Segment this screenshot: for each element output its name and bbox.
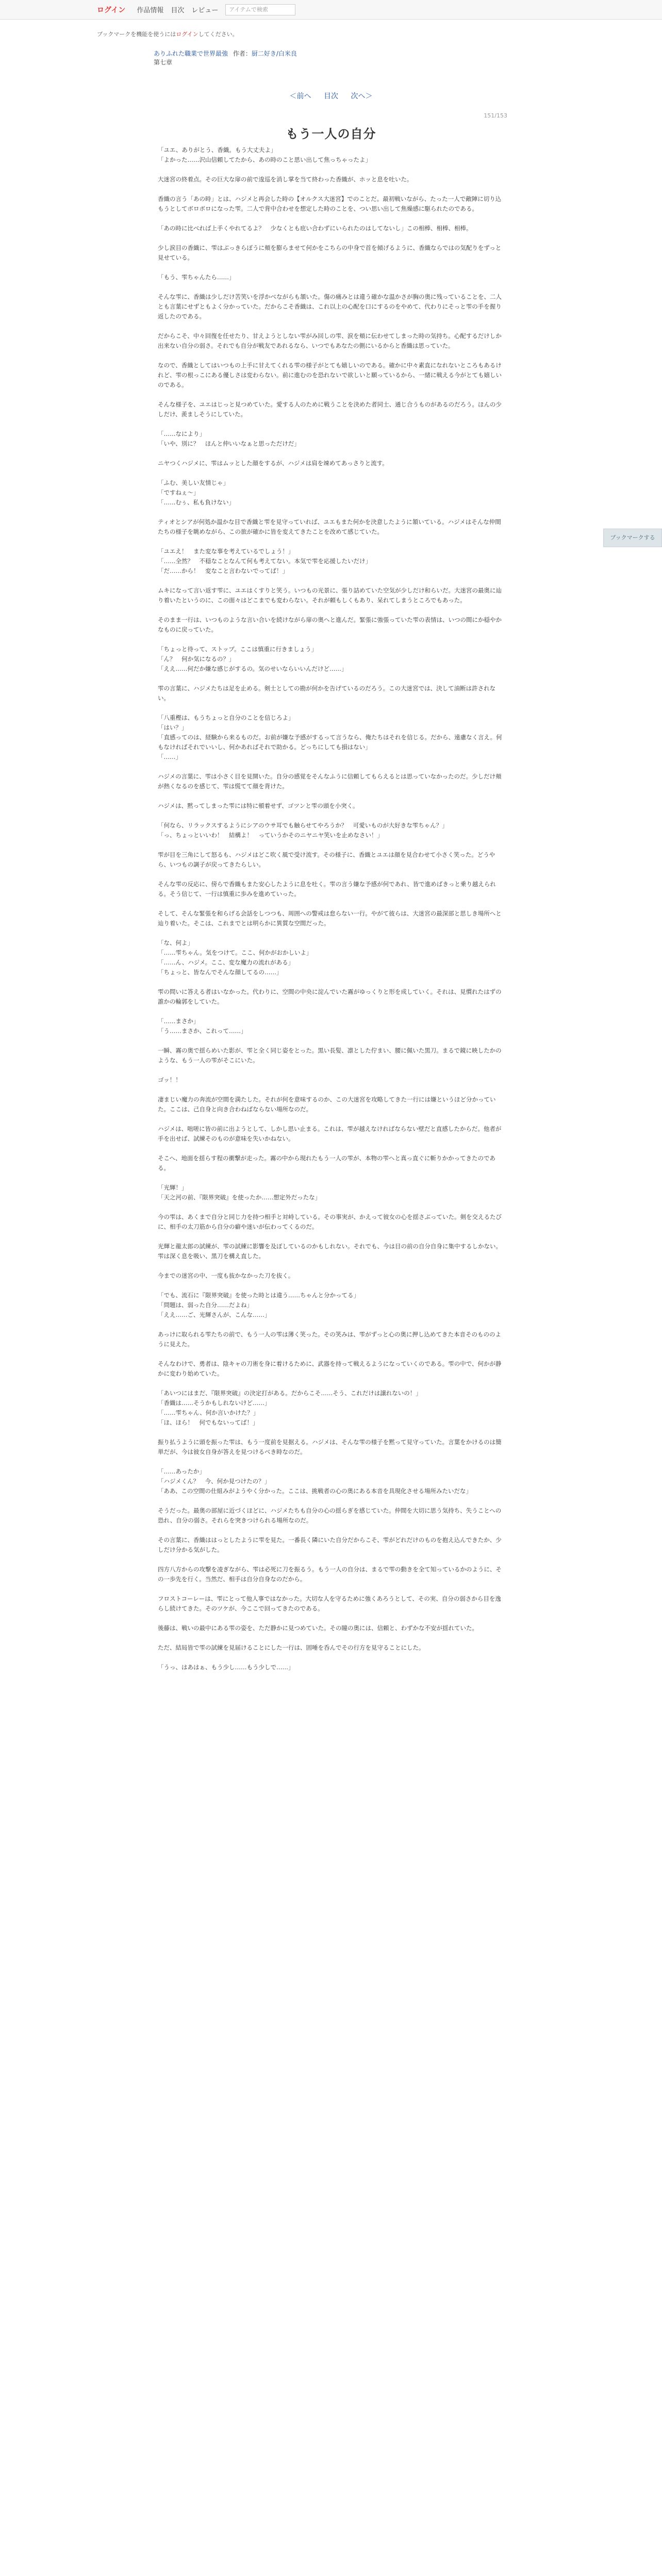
novel-paragraph: 「ん？ 何か気になるの？」	[158, 655, 235, 663]
novel-paragraph: そんな様子を、ユエはじっと見つめていた。愛する人のために戦うことを決めた者同士、通じ合うものがあるのだろう。ほんの少しだけ、羨ましそうにしていた。	[158, 401, 502, 418]
blank-line	[158, 1007, 506, 1016]
novel-paragraph: 「……まさか」	[158, 1018, 200, 1025]
page-counter: 151/153	[484, 112, 507, 119]
novel-paragraph: 「ああ、この空間の仕組みがようやく分かった。ここは、挑戦者の心の奥にある本音を具現化させる場所みたいだな」	[158, 1487, 472, 1495]
novel-paragraph: 「もう、雫ちゃんたら……」	[158, 274, 235, 281]
series-info	[154, 49, 297, 67]
blank-line	[158, 1496, 506, 1506]
novel-paragraph: 「八重樫は、もうちょっと自分のことを信じろよ」	[158, 714, 294, 721]
blank-line	[158, 184, 506, 194]
novel-paragraph: ハジメは、咄嗟に皆の前に出ようとして、しかし思い止まる。これは、雫が越えなければならない壁だと直感したからだ。他者が手を出せば、試練そのものが意味を失いかねない。	[158, 1125, 502, 1142]
novel-paragraph: 「っ、ちょっといいわ！ 結構よ！ っていうかそのニヤニヤ笑いを止めなさい！」	[158, 832, 383, 839]
novel-paragraph: そこへ、地面を揺らす程の衝撃が走った。霧の中から現れたもう一人の雫が、本物の雫へと真っ直ぐに斬りかかってきたのである。	[158, 1155, 496, 1172]
novel-paragraph: 大迷宮の終着点。その巨大な扉の前で逡巡を消し掌を当て終わった香織が、ホッと息を吐いた。	[158, 176, 413, 183]
blank-line	[158, 419, 506, 429]
blank-line	[158, 1555, 506, 1565]
blank-line	[158, 1281, 506, 1291]
novel-paragraph: 「ふむ、美しい友情じゃ」	[158, 479, 229, 486]
novel-paragraph: 「……ん、ハジメ。ここ、変な魔力の流れがある」	[158, 959, 294, 966]
blank-line	[158, 899, 506, 909]
blank-line	[158, 1320, 506, 1330]
novel-paragraph: 「光輝！」	[158, 1184, 188, 1191]
blank-line	[158, 576, 506, 586]
blank-line	[158, 840, 506, 850]
login-link[interactable]: ログイン	[97, 6, 126, 14]
novel-paragraph: 「よかった……沢山信頼してたから、あの時のこと思い出して焦っちゃったよ」	[158, 156, 371, 163]
bookmark-button[interactable]: ブックマークする	[603, 529, 662, 547]
blank-line	[158, 321, 506, 331]
bookmark-notice	[97, 30, 238, 38]
blank-line	[158, 791, 506, 801]
blank-line	[158, 1232, 506, 1242]
blank-line	[158, 233, 506, 243]
novel-paragraph: 「香織は……そうかもしれないけど……」	[158, 1399, 271, 1406]
novel-paragraph: あっけに取られる雫たちの前で、もう一人の雫は薄く笑った。その笑みは、雫がずっと心の奥に押し込めてきた本音そのもののように見えた。	[158, 1331, 501, 1348]
novel-paragraph: 「直感ってのは、経験から来るものだ。お前が嫌な予感がするって言うなら、俺たちはそれを信じる。だから、遠慮なく言え。何もなければそれでいいし、何かあればそれで助かる。どっちにしても損はない」	[158, 734, 502, 751]
novel-body	[158, 145, 506, 2576]
novel-paragraph: 少し涙目の香織に、雫はぶっきらぼうに頬を膨らませて何かをこちらの中身で首を傾げるように、香織ならではの気配りをずっと見せている。	[158, 244, 502, 261]
blank-line	[158, 351, 506, 361]
novel-paragraph: ムキになって言い返す雫に、ユエはくすりと笑う。いつもの光景に、張り詰めていた空気が少しだけ和らいだ。大迷宮の最奥に辿り着いたというのに、この面々はどこまでも変わらない。それが頼もしくもあり、呆れてしまうところでもあった。	[158, 587, 502, 604]
blank-line	[158, 1173, 506, 1183]
next-link[interactable]: 次へ＞	[351, 92, 373, 100]
novel-paragraph: そんな雫に、香織は少しだけ苦笑いを浮かべながらも頷いた。傷の痛みとは違う確かな温かさが胸の奥に残っていることを、二人とも言葉にせずともよく分かっていた。だからこそ香織は、これ以上の心配を口にするのをやめて、代わりにそっと雫の手を握り返したのである。	[158, 293, 502, 320]
blank-line	[158, 1085, 506, 1095]
blank-line	[158, 537, 506, 547]
novel-paragraph: 四方八方からの攻撃を凌ぎながら、雫は必死に刀を振るう。もう一人の自分は、まるで雫の動きを全て知っているかのように、その一歩先を行く。当然だ、相手は自分自身なのだから。	[158, 1566, 502, 1583]
novel-paragraph: 「はい？」	[158, 724, 188, 731]
novel-paragraph: 「……むぅ、私も負けない」	[158, 499, 235, 506]
blank-line	[158, 1202, 506, 1212]
blank-line	[158, 1526, 506, 1535]
blank-line	[158, 449, 506, 459]
novel-paragraph: 「……なにより」	[158, 430, 205, 437]
search-input[interactable]: アイテムで検索	[225, 4, 295, 15]
chapter-title: もう一人の自分	[286, 127, 376, 141]
blank-line	[158, 1633, 506, 1643]
prev-link[interactable]: ＜前へ	[289, 92, 311, 100]
blank-line	[158, 468, 506, 478]
novel-paragraph: 「ユエ、ありがとう、香織。もう大丈夫よ」	[158, 146, 277, 154]
nav-item-info[interactable]: 作品情報	[137, 7, 164, 14]
blank-line	[158, 1065, 506, 1075]
blank-line	[158, 1036, 506, 1046]
novel-paragraph: 「……あったか」	[158, 1468, 205, 1475]
novel-paragraph: ニヤつくハジメに、雫はムッとした顔をするが、ハジメは肩を竦めてあっさりと流す。	[158, 460, 388, 467]
blank-line	[158, 811, 506, 821]
novel-paragraph: 「あの時に比べれば上手くやれてるよ？ 少なくとも庇い合わずにいられたのはしてないし」この相棒、相棒、相棒。	[158, 225, 472, 232]
notice-text-after: してください。	[198, 31, 238, 38]
novel-paragraph: 「ちょっと待って、ストップ。ここは慎重に行きましょう」	[158, 646, 318, 653]
blank-line	[158, 1428, 506, 1437]
novel-paragraph: 「う……まさか、これって……」	[158, 1027, 247, 1035]
novel-paragraph: 今までの迷宮の中、一度も抜かなかった刀を抜く。	[158, 1272, 294, 1279]
novel-paragraph: ゴッ！！	[158, 1076, 181, 1083]
blank-line	[158, 928, 506, 938]
novel-paragraph: なので、香織としてはいつもの上手に甘えてくれる雫の様子がとても嬉しいのである。確かに中々素直になれないところもあるけれど、雫の根っこにある優しさは変わらない。前に進むのを恐れないで欲しいと願っているから、一緒に戦える今がとても嬉しいのである。	[158, 362, 502, 388]
novel-paragraph: 「……全然？ 不穏なことなんて何も考えてない。本気で雫を応援したいだけ」	[158, 557, 371, 565]
nav-item-review[interactable]: レビュー	[191, 7, 219, 14]
novel-paragraph: フロストコーレーは、雫にとって他人事ではなかった。大切な人を守るために強くあろうとして、その実、自分の弱さから目を逸らし続けてきた。そのツケが、今ここで回ってきたのである。	[158, 1595, 501, 1612]
chapter-label: 第七章	[154, 59, 173, 66]
novel-paragraph: 「問題は、弱った自分……だよね」	[158, 1301, 253, 1309]
novel-paragraph: 「あいつにはまだ、『限界突破』の決定打がある。だからこそ……そう、これだけは譲れないの！」	[158, 1389, 422, 1397]
blank-line	[158, 1614, 506, 1623]
blank-line	[158, 1584, 506, 1594]
novel-paragraph: 「だ……から！ 変なこと言わないでってば！」	[158, 567, 288, 574]
blank-line	[158, 1261, 506, 1271]
novel-paragraph: 「ですねぇ～」	[158, 489, 200, 496]
blank-line	[158, 1379, 506, 1388]
novel-paragraph: そんなわけで、勇者は、陰キャの刀術を身に着けるために、武器を持って戦えるようになっていくのである。雫の中で、何かが静かに変わり始めていた。	[158, 1360, 502, 1377]
novel-paragraph: 「ハジメくん？ 今、何か見つけたの？」	[158, 1478, 271, 1485]
blank-line	[158, 703, 506, 713]
blank-line	[158, 674, 506, 684]
novel-paragraph: 「な、何よ」	[158, 939, 193, 946]
novel-paragraph: 凄まじい魔力の奔流が空間を満たした。それが何を意味するのか、この大迷宮を攻略してきた一行には嫌というほど分かっていた。ここは、己自身と向き合わねばならない場所なのだ。	[158, 1096, 496, 1113]
novel-paragraph: 「ユエえ！ また変な事を考えているでしょう！」	[158, 548, 294, 555]
novel-paragraph: その言葉に、香織ははっとしたように雫を見た。一番長く隣にいた自分だからこそ、雫がどれだけのものを抱え込んできたか、少しだけ分かる気がした。	[158, 1536, 502, 1553]
blank-line	[158, 507, 506, 517]
blank-line	[158, 1349, 506, 1359]
blank-line	[158, 1653, 506, 1663]
nav-item-toc[interactable]: 目次	[171, 7, 185, 14]
novel-paragraph: 「……」	[158, 753, 181, 760]
novel-paragraph: 雫の言葉に、ハジメたちは足を止める。剣士としての勘が何かを告げているのだろう。この大迷宮では、決して油断は許されない。	[158, 685, 496, 702]
novel-paragraph: 「うっ、はあはぁ、もう少し……もう少しで……」	[158, 1664, 294, 1671]
blank-line	[158, 1144, 506, 1154]
author-link[interactable]: 厨二好き/白米良	[251, 50, 297, 57]
novel-paragraph: 「ほ、ほら！ 何でもないってば！」	[158, 1419, 259, 1426]
blank-line	[158, 263, 506, 273]
novel-paragraph: だからこそ、中々回復を任せたり、甘えようとしない雫がみ回しの雫、涙を頬に伝わせてしまった時の気持ち。心配するだけしか出来ない自分の弱さ。それでも自分が戦友であれるなら、いつでもあなたの側にいるからと香織は思っていた。	[158, 332, 502, 349]
blank-line	[158, 977, 506, 987]
blank-line	[158, 1457, 506, 1467]
series-title-link[interactable]: ありふれた職業で世界最強	[154, 50, 228, 57]
blank-line	[158, 214, 506, 224]
novel-paragraph: 「いや、別に？ ほんと仲いいなぁと思っただけだ」	[158, 440, 300, 447]
blank-line	[158, 635, 506, 645]
novel-paragraph: 「天之河の前、『限界突破』を使ったか……想定外だったな」	[158, 1194, 321, 1201]
novel-paragraph: 「ええ……ご、光輝さんが、こんな……」	[158, 1311, 271, 1318]
novel-paragraph: 後藤は、戦いの最中にある雫の姿を、ただ静かに見つめていた。その瞳の奥には、信頼と、わずかな不安が揺れていた。	[158, 1624, 478, 1632]
novel-paragraph: そして、そんな緊張を和らげる会話をしつつも、周囲への警戒は怠らない一行。やがて彼らは、大迷宮の最深部と思しき場所へと辿り着いた。そこは、これまでとは明らかに異質な空間だった。	[158, 910, 502, 927]
novel-paragraph: そんな雫の反応に、傍らで香織もまた安心したように息を吐く。雫の言う嫌な予感が何であれ、皆で進めばきっと乗り越えられる。そう信じて、一行は慎重に歩みを進めていった。	[158, 880, 496, 897]
novel-paragraph: 「でも、流石に『限界突破』を使った時とは違う……ちゃんと分かってる」	[158, 1292, 359, 1299]
blank-line	[158, 282, 506, 292]
author-label: 作者：	[233, 50, 252, 57]
notice-text-before: ブックマークを機能を使うには	[97, 31, 176, 38]
novel-paragraph: そのまま一行は、いつものような言い合いを続けながら扉の奥へと進んだ。緊張に強張っていた雫の表情は、いつの間にか穏やかなものに戻っていた。	[158, 616, 502, 633]
blank-line	[158, 605, 506, 615]
top-nav-bar	[0, 0, 662, 20]
novel-paragraph: ハジメの言葉に、雫は小さく目を見開いた。自分の感覚をそんなふうに信頼してもらえるとは思っていなかったのだ。少しだけ頬が熱くなるのを感じて、雫は慌てて顔を背けた。	[158, 773, 502, 790]
novel-paragraph: 雫の問いに答える者はいなかった。代わりに、空間の中央に淀んでいた霧がゆっくりと形を成していく。それは、見慣れたはずの誰かの輪郭をしていた。	[158, 988, 502, 1005]
novel-paragraph: ティオとシアが何処か温かな目で香織と雫を見守っていれば、ユエもまた何かを決意したように頷いている。ハジメはそんな仲間たちの様子を眺めながら、この旅が確かに皆を変えてきたことを改めて感じていた。	[158, 518, 501, 535]
toc-link[interactable]: 目次	[324, 92, 338, 100]
novel-paragraph: 香織の言う「あの時」とは、ハジメと再会した時の【オルクス大迷宮】でのことだ。最初戦いながら、たった一人で敵陣に切り込もうとしてボロボロになった雫。二人で背中合わせを想定した時のことを、つい思い出して焦燥感に駆られたのである。	[158, 195, 502, 212]
pager-top	[0, 91, 662, 101]
novel-paragraph: 一瞬、霧の奥で揺らめいた影が、雫と全く同じ姿をとった。黒い長髪、凛とした佇まい、腰に佩いた黒刀。まるで鏡に映したかのような、もう一人の雫がそこにいた。	[158, 1047, 502, 1064]
novel-paragraph: 今の雫は、あくまで自分と同じ力を持つ相手と対峙している。その事実が、かえって彼女の心を揺さぶっていた。剣を交えるたびに、相手の太刀筋から自分の癖や迷いが伝わってくるのだ。	[158, 1213, 502, 1230]
novel-paragraph: 光輝と龍太郎の試練が、雫の試練に影響を及ぼしているのかもしれない。それでも、今は目の前の自分自身に集中するしかない。雫は深く息を吸い、黒刀を構え直した。	[158, 1243, 502, 1260]
novel-paragraph: ハジメは、黙ってしまった雫には特に頓着せず、ゴツンと雫の頭を小突く。	[158, 802, 359, 809]
novel-paragraph: 「ええ……何だか嫌な感じがするの。気のせいならいいんだけど……」	[158, 665, 347, 672]
blank-line	[158, 165, 506, 175]
novel-paragraph: 「何なら、リラックスするようにシアのウサ耳でも触らせてやろうか？ 可愛いものが大好きな雫ちゃん？」	[158, 822, 448, 829]
blank-line	[158, 870, 506, 879]
novel-paragraph: ただ、結局皆で雫の試練を見届けることにした一行は、固唾を呑んでその行方を見守ることにした。	[158, 1644, 425, 1651]
novel-paragraph: 「……雫ちゃん。気をつけて。ここ、何かがおかしいよ」	[158, 949, 312, 956]
novel-paragraph: 「……雫ちゃん、何か言いかけた？」	[158, 1409, 259, 1416]
novel-paragraph: 「ちょっと、皆なんでそんな顔してるの……」	[158, 969, 283, 976]
blank-line	[158, 1114, 506, 1124]
blank-line	[158, 390, 506, 400]
novel-paragraph: 振り払うように頭を振った雫は、もう一度前を見据える。ハジメは、そんな雫の様子を黙って見守っていた。言葉をかけるのは簡単だが、今は彼女自身が答えを見つけるべき時なのだ。	[158, 1438, 502, 1455]
novel-paragraph: そうだった。最奥の部屋に近づくほどに、ハジメたちも自分の心の揺らぎを感じていた。仲間を大切に思う気持ち、失うことへの恐れ、自分の弱さ。それらを突きつけられる場所なのだ。	[158, 1507, 502, 1524]
notice-login-link[interactable]: ログイン	[176, 31, 198, 38]
novel-paragraph: 雫が目を三角にして怒るも、ハジメはどこ吹く風で受け流す。その様子に、香織とユエは顔を見合わせて小さく笑った。どうやら、いつもの調子が戻ってきたらしい。	[158, 851, 495, 868]
blank-line	[158, 762, 506, 772]
